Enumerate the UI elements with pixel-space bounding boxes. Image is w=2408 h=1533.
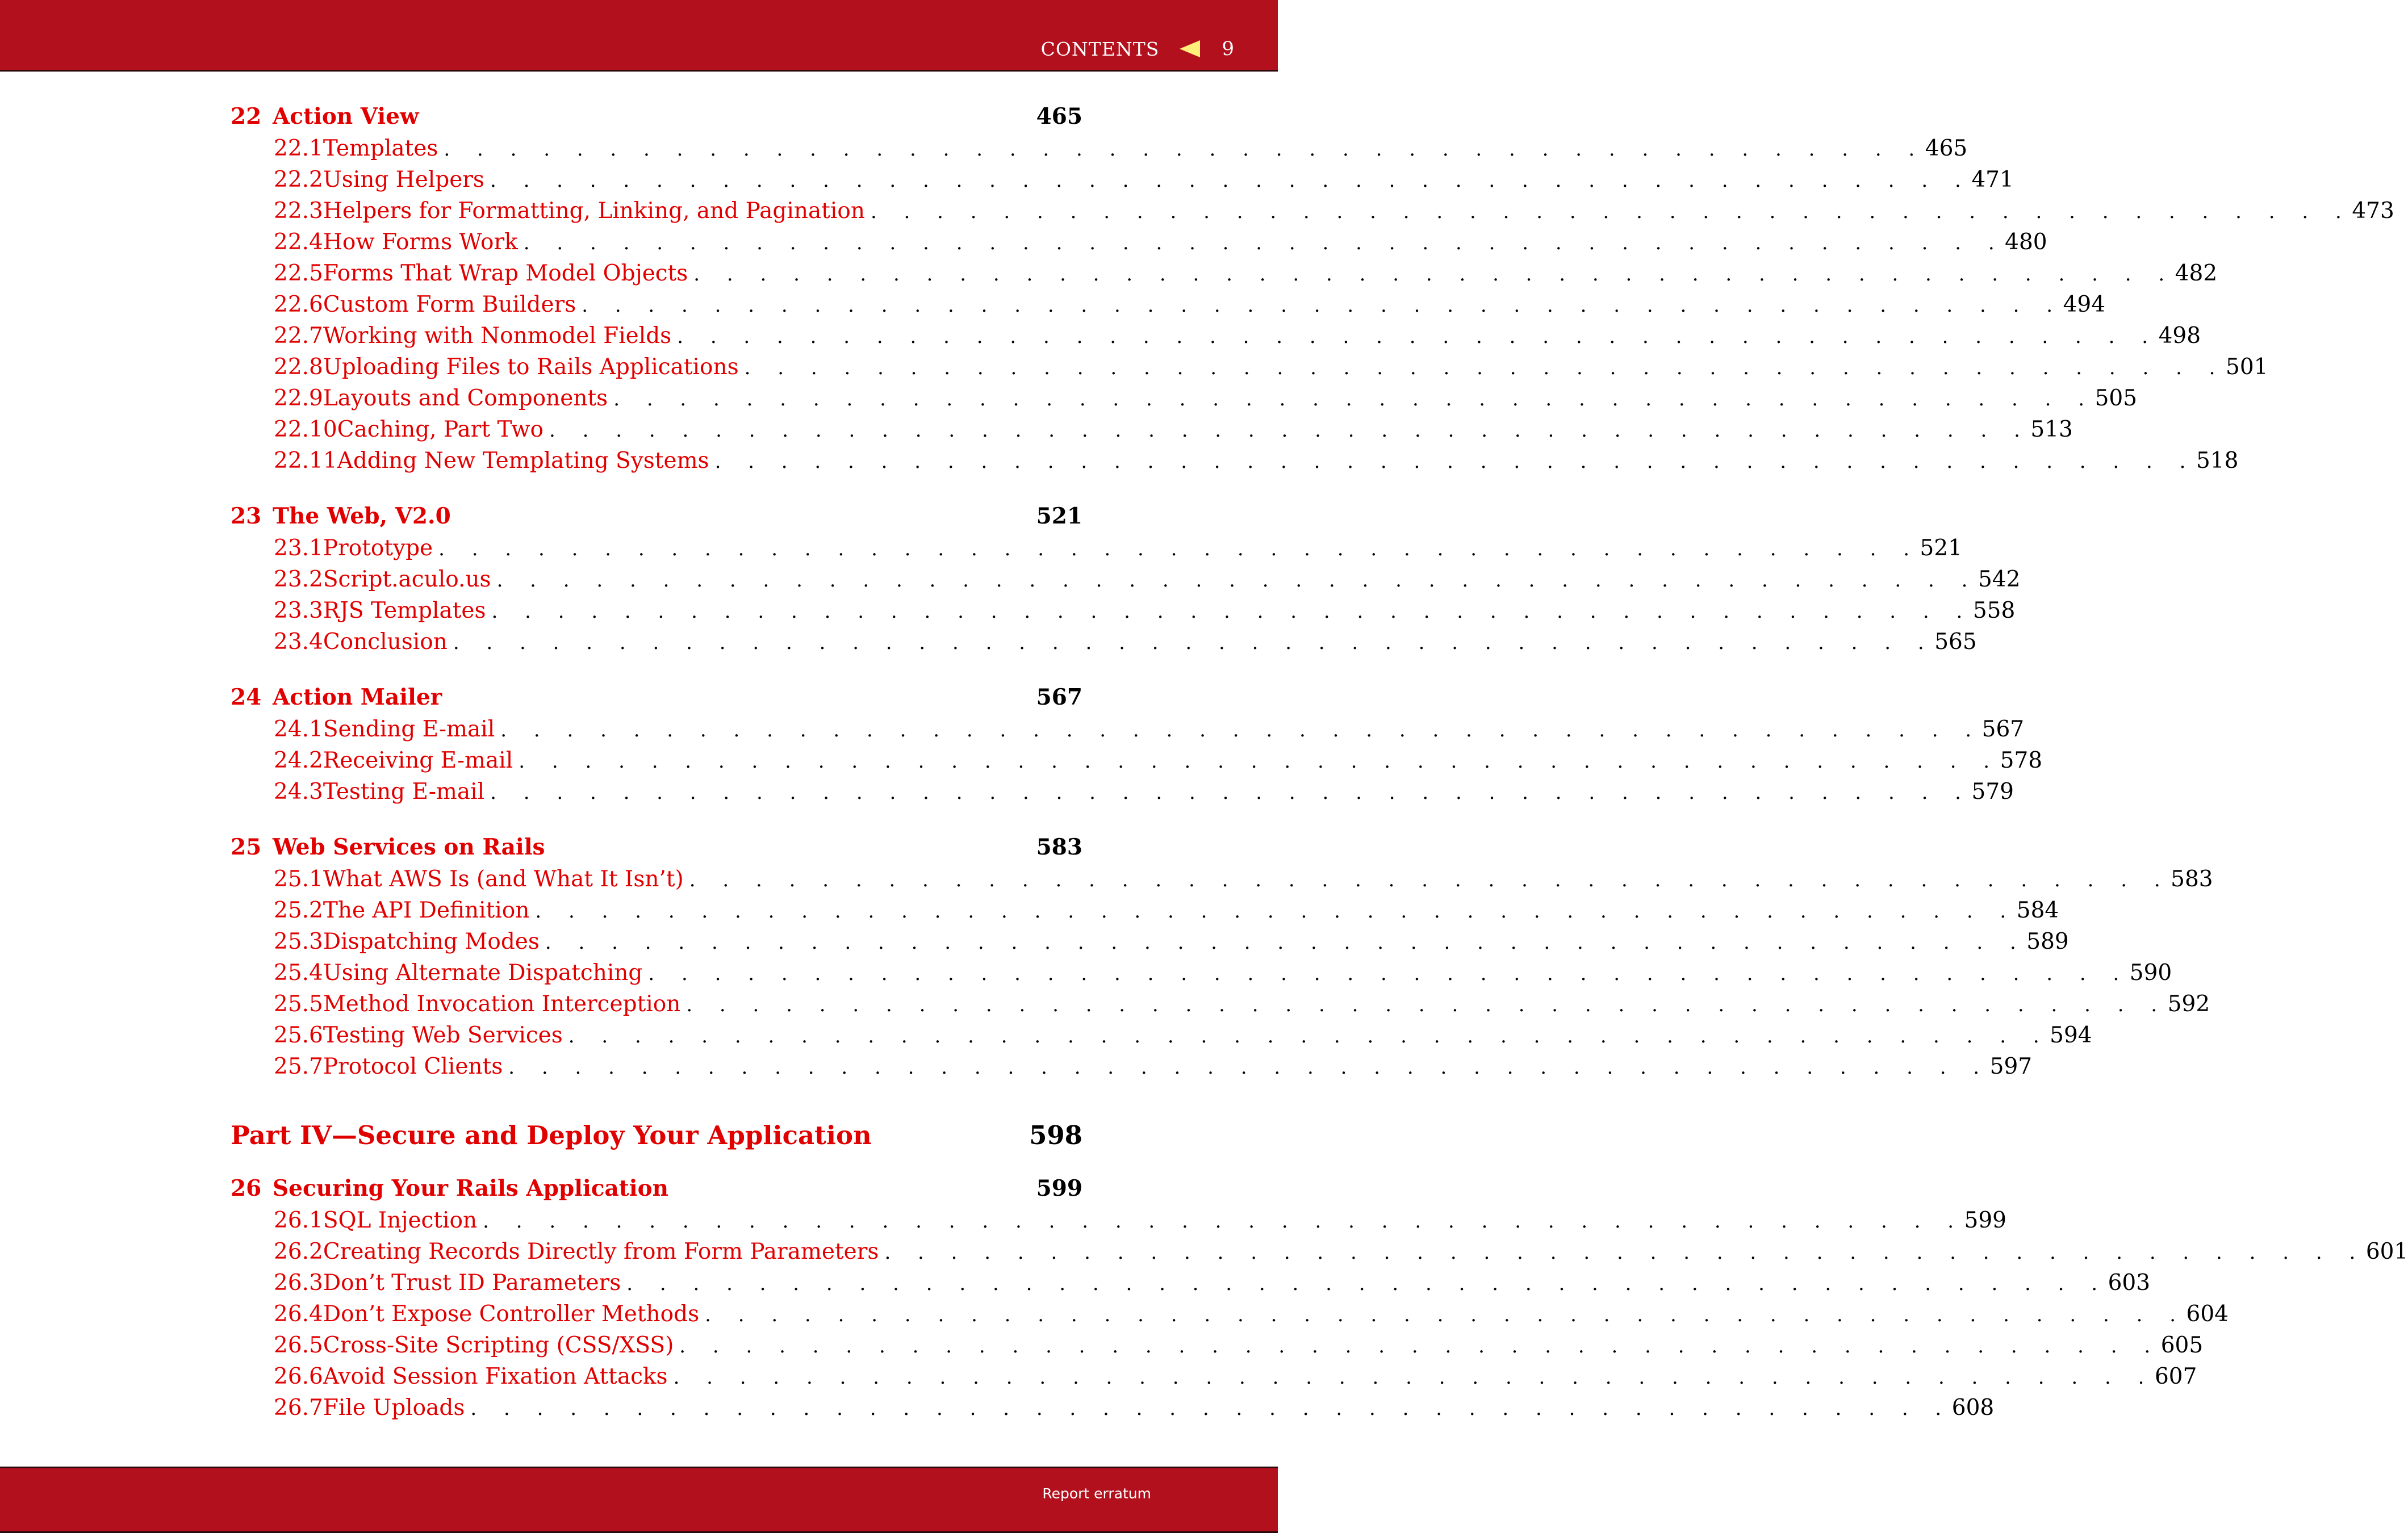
dot-leader: . . . . . . . . . . . . . . . . . . . . . . . . . . . . . . . . . . . . . . . . . . . . . bbox=[626, 1272, 2108, 1295]
toc-entry[interactable] bbox=[231, 448, 2239, 479]
toc-entry[interactable] bbox=[231, 779, 2014, 810]
chapter-title: Securing Your Rails Application bbox=[273, 1175, 668, 1201]
report-erratum-link[interactable]: Report erratum bbox=[1042, 1485, 1151, 1502]
dot-leader: . . . . . . . . . . . . . . . . . . . . . . . . . . . . . . . . . . . . . . . . . . . . . bbox=[705, 1304, 2187, 1326]
entry-title: Using Helpers bbox=[323, 167, 484, 192]
entry-page: 465 bbox=[1925, 136, 1968, 161]
toc-entry[interactable] bbox=[231, 717, 2025, 748]
entry-number: 25.6 bbox=[274, 1023, 323, 1048]
toc-entry[interactable] bbox=[231, 229, 2047, 261]
entry-number: 22.2 bbox=[274, 167, 323, 192]
entry-title: Caching, Part Two bbox=[337, 417, 544, 442]
dot-leader: . . . . . . . . . . . . . . . . . . . . . . . . . . . . . . . . . . . . . . . . . . . . . bbox=[870, 200, 2352, 223]
entry-title: Uploading Files to Rails Applications bbox=[323, 354, 739, 380]
dot-leader: . . . . . . . . . . . . . . . . . . . . . . . . . . . . . . . . . . . . . . . . . . . . . bbox=[679, 1335, 2161, 1358]
entry-page: 482 bbox=[2175, 261, 2218, 286]
dot-leader: . . . . . . . . . . . . . . . . . . . . . . . . . . . . . . . . . . . . . . . . . . . . . bbox=[545, 931, 2027, 954]
entry-page: 521 bbox=[1920, 535, 1962, 561]
chapter-heading[interactable] bbox=[231, 503, 1082, 535]
entry-number: 23.2 bbox=[274, 567, 323, 592]
toc-entry[interactable] bbox=[231, 323, 2201, 354]
dot-leader: . . . . . . . . . . . . . . . . . . . . . . . . . . . . . . . . . . . . . . . . . . . . . bbox=[438, 538, 1920, 560]
toc-entry[interactable] bbox=[231, 417, 2073, 448]
page-number: 9 bbox=[1222, 37, 1235, 60]
entry-page: 471 bbox=[1971, 167, 2014, 192]
entry-title: Protocol Clients bbox=[323, 1054, 503, 1079]
entry-number: 22.1 bbox=[274, 136, 323, 161]
footer-bar bbox=[0, 1467, 1278, 1533]
entry-title: Working with Nonmodel Fields bbox=[323, 323, 672, 349]
dot-leader: . . . . . . . . . . . . . . . . . . . . . . . . . . . . . . . . . . . . . . . . . . . . . bbox=[689, 869, 2171, 891]
chapter-page: 465 bbox=[1036, 103, 1082, 129]
running-header bbox=[1041, 37, 1235, 60]
chapter-number: 24 bbox=[231, 684, 262, 710]
entry-title: Don’t Trust ID Parameters bbox=[323, 1270, 621, 1296]
entry-page: 584 bbox=[2016, 898, 2059, 923]
entry-number: 22.3 bbox=[274, 198, 323, 224]
toc-entry[interactable] bbox=[231, 960, 2172, 991]
toc-entry[interactable] bbox=[231, 929, 2069, 960]
entry-number: 26.3 bbox=[274, 1270, 323, 1296]
dot-leader: . . . . . . . . . . . . . . . . . . . . . . . . . . . . . . . . . . . . . . . . . . . . . bbox=[453, 631, 1935, 654]
entry-title: Testing E-mail bbox=[323, 779, 485, 805]
entry-title: File Uploads bbox=[323, 1395, 465, 1421]
dot-leader: . . . . . . . . . . . . . . . . . . . . . . . . . . . . . . . . . . . . . . . . . . . . . bbox=[500, 719, 1982, 742]
entry-page: 542 bbox=[1978, 567, 2021, 592]
dot-leader: . . . . . . . . . . . . . . . . . . . . . . . . . . . . . . . . . . . . . . . . . . . . . bbox=[613, 388, 2095, 411]
entry-title: Templates bbox=[323, 136, 438, 161]
entry-page: 480 bbox=[2005, 229, 2047, 255]
dot-leader: . . . . . . . . . . . . . . . . . . . . . . . . . . . . . . . . . . . . . . . . . . . . . bbox=[686, 994, 2168, 1016]
dot-leader: . . . . . . . . . . . . . . . . . . . . . . . . . . . . . . . . . . . . . . . . . . . . . bbox=[714, 450, 2196, 473]
entry-page: 608 bbox=[1951, 1395, 1995, 1421]
entry-page: 597 bbox=[1989, 1054, 2033, 1079]
toc-entry[interactable] bbox=[231, 354, 2268, 386]
chapter-title: The Web, V2.0 bbox=[273, 503, 451, 529]
entry-title: How Forms Work bbox=[323, 229, 518, 255]
entry-title: RJS Templates bbox=[323, 598, 486, 623]
toc-entry[interactable] bbox=[231, 167, 2014, 198]
chapter-number: 25 bbox=[231, 834, 262, 860]
entry-number: 24.1 bbox=[274, 717, 323, 742]
entry-number: 23.4 bbox=[274, 629, 323, 655]
entry-number: 26.5 bbox=[274, 1333, 323, 1358]
entry-page: 473 bbox=[2352, 198, 2394, 224]
chapter-page: 583 bbox=[1036, 834, 1082, 860]
entry-page: 592 bbox=[2167, 991, 2210, 1017]
entry-number: 22.8 bbox=[274, 354, 323, 380]
entry-page: 594 bbox=[2050, 1023, 2092, 1048]
entry-page: 605 bbox=[2160, 1333, 2204, 1358]
chapter-heading[interactable] bbox=[231, 103, 1082, 136]
entry-title: Method Invocation Interception bbox=[323, 991, 681, 1017]
dot-leader: . . . . . . . . . . . . . . . . . . . . . . . . . . . . . . . . . . . . . . . . . . . . . bbox=[884, 1241, 2366, 1264]
chapter-page: 567 bbox=[1036, 684, 1082, 710]
entry-title: Layouts and Components bbox=[323, 386, 608, 411]
entry-number: 25.5 bbox=[274, 991, 323, 1017]
dot-leader: . . . . . . . . . . . . . . . . . . . . . . . . . . . . . . . . . . . . . . . . . . . . . bbox=[673, 1366, 2155, 1389]
entry-page: 501 bbox=[2226, 354, 2268, 380]
entry-title: The API Definition bbox=[323, 898, 530, 923]
entry-page: 601 bbox=[2365, 1239, 2408, 1264]
toc-entry[interactable] bbox=[231, 136, 1968, 167]
dot-leader: . . . . . . . . . . . . . . . . . . . . . . . . . . . . . . . . . . . . . . . . . . . . . bbox=[490, 781, 1972, 804]
dot-leader: . . . . . . . . . . . . . . . . . . . . . . . . . . . . . . . . . . . . . . . . . . . . . bbox=[535, 900, 2017, 923]
toc-entry[interactable] bbox=[231, 898, 2059, 929]
toc-entry[interactable] bbox=[231, 991, 2210, 1023]
dot-leader: . . . . . . . . . . . . . . . . . . . . . . . . . . . . . . . . . . . . . . . . . . . . . bbox=[568, 1025, 2050, 1048]
toc-entry[interactable] bbox=[231, 1333, 2204, 1364]
entry-page: 607 bbox=[2154, 1364, 2197, 1389]
chapter-heading[interactable] bbox=[231, 1175, 1082, 1208]
dot-leader: . . . . . . . . . . . . . . . . . . . . . . . . . . . . . . . . . . . . . . . . . . . . . bbox=[744, 357, 2226, 379]
dot-leader: . . . . . . . . . . . . . . . . . . . . . . . . . . . . . . . . . . . . . . . . . . . . . bbox=[519, 750, 2000, 773]
toc-entry[interactable] bbox=[231, 535, 1962, 567]
entry-page: 599 bbox=[1964, 1208, 2006, 1233]
toc-entry[interactable] bbox=[231, 292, 2106, 323]
entry-page: 603 bbox=[2108, 1270, 2151, 1296]
entry-title: Adding New Templating Systems bbox=[337, 448, 709, 474]
entry-number: 25.7 bbox=[274, 1054, 323, 1079]
entry-title: Helpers for Formatting, Linking, and Pagination bbox=[323, 198, 865, 224]
entry-title: Conclusion bbox=[323, 629, 448, 655]
table-of-contents bbox=[231, 103, 2408, 1450]
chapter-title: Web Services on Rails bbox=[273, 834, 545, 860]
chapter-section bbox=[231, 503, 2021, 660]
part-title: Part IV—Secure and Deploy Your Application bbox=[231, 1120, 872, 1150]
entry-page: 513 bbox=[2030, 417, 2073, 442]
entry-page: 567 bbox=[1981, 717, 2025, 742]
toc-entry[interactable] bbox=[231, 1239, 2408, 1270]
toc-entry[interactable] bbox=[231, 386, 2138, 417]
entry-title: Script.aculo.us bbox=[323, 567, 491, 592]
entry-number: 24.3 bbox=[274, 779, 323, 805]
toc-entry[interactable] bbox=[231, 1208, 2006, 1239]
entry-number: 23.1 bbox=[274, 535, 323, 561]
chapter-title: Action Mailer bbox=[273, 684, 442, 710]
entry-number: 22.6 bbox=[274, 292, 323, 317]
toc-entry[interactable] bbox=[231, 1301, 2229, 1333]
entry-number: 22.10 bbox=[274, 417, 337, 442]
entry-number: 25.2 bbox=[274, 898, 323, 923]
toc-entry[interactable] bbox=[231, 261, 2218, 292]
entry-title: Prototype bbox=[323, 535, 433, 561]
chapter-section bbox=[231, 834, 2213, 1085]
entry-page: 558 bbox=[1972, 598, 2016, 623]
entry-title: Testing Web Services bbox=[323, 1023, 563, 1048]
toc-entry[interactable] bbox=[231, 1054, 2033, 1085]
entry-title: Custom Form Builders bbox=[323, 292, 576, 317]
chapter-heading[interactable] bbox=[231, 834, 1082, 866]
chapter-number: 23 bbox=[231, 503, 262, 529]
header-bar bbox=[0, 0, 1278, 72]
toc-entry[interactable] bbox=[231, 598, 2016, 629]
entry-number: 26.6 bbox=[274, 1364, 323, 1389]
chapter-number: 26 bbox=[231, 1175, 262, 1201]
chapter-heading[interactable] bbox=[231, 684, 1082, 717]
entry-title: Creating Records Directly from Form Parameters bbox=[323, 1239, 879, 1264]
dot-leader: . . . . . . . . . . . . . . . . . . . . . . . . . . . . . . . . . . . . . . . . . . . . . bbox=[496, 569, 1978, 592]
entry-title: What AWS Is (and What It Isn’t) bbox=[323, 866, 684, 892]
entry-number: 22.9 bbox=[274, 386, 323, 411]
entry-page: 494 bbox=[2063, 292, 2106, 317]
entry-number: 25.1 bbox=[274, 866, 323, 892]
entry-title: Dispatching Modes bbox=[323, 929, 540, 954]
chapter-number: 22 bbox=[231, 103, 262, 129]
entry-number: 25.3 bbox=[274, 929, 323, 954]
dot-leader: . . . . . . . . . . . . . . . . . . . . . . . . . . . . . . . . . . . . . . . . . . . . . bbox=[444, 138, 1925, 161]
dot-leader: . . . . . . . . . . . . . . . . . . . . . . . . . . . . . . . . . . . . . . . . . . . . . bbox=[470, 1397, 1952, 1420]
entry-number: 26.1 bbox=[274, 1208, 323, 1233]
entry-page: 498 bbox=[2158, 323, 2201, 349]
dot-leader: . . . . . . . . . . . . . . . . . . . . . . . . . . . . . . . . . . . . . . . . . . . . . bbox=[490, 169, 1972, 192]
dot-leader: . . . . . . . . . . . . . . . . . . . . . . . . . . . . . . . . . . . . . . . . . . . . . bbox=[523, 232, 2005, 254]
entry-number: 23.3 bbox=[274, 598, 323, 623]
dot-leader: . . . . . . . . . . . . . . . . . . . . . . . . . . . . . . . . . . . . . . . . . . . . . bbox=[648, 962, 2130, 985]
entry-page: 505 bbox=[2095, 386, 2138, 411]
toc-entry[interactable] bbox=[231, 1364, 2197, 1395]
part-page: 598 bbox=[1029, 1120, 1082, 1150]
entry-page: 604 bbox=[2186, 1301, 2229, 1327]
entry-number: 24.2 bbox=[274, 748, 323, 773]
dot-leader: . . . . . . . . . . . . . . . . . . . . . . . . . . . . . . . . . . . . . . . . . . . . . bbox=[582, 294, 2063, 317]
toc-entry[interactable] bbox=[231, 1023, 2092, 1054]
entry-page: 518 bbox=[2196, 448, 2239, 474]
entry-number: 22.11 bbox=[274, 448, 337, 474]
entry-title: Receiving E-mail bbox=[323, 748, 513, 773]
toc-entry[interactable] bbox=[231, 567, 2021, 598]
entry-title: Cross-Site Scripting (CSS/XSS) bbox=[323, 1333, 674, 1358]
entry-page: 565 bbox=[1934, 629, 1977, 655]
entry-title: SQL Injection bbox=[323, 1208, 478, 1233]
entry-title: Forms That Wrap Model Objects bbox=[323, 261, 688, 286]
entry-page: 589 bbox=[2026, 929, 2069, 954]
entry-number: 26.2 bbox=[274, 1239, 323, 1264]
entry-page: 590 bbox=[2129, 960, 2172, 986]
section-label: CONTENTS bbox=[1040, 37, 1160, 60]
chapter-section bbox=[231, 684, 2043, 810]
chapter-page: 599 bbox=[1036, 1175, 1082, 1201]
entry-number: 22.5 bbox=[274, 261, 323, 286]
toc-entry[interactable] bbox=[231, 866, 2213, 898]
dot-leader: . . . . . . . . . . . . . . . . . . . . . . . . . . . . . . . . . . . . . . . . . . . . . bbox=[508, 1056, 1990, 1079]
entry-page: 579 bbox=[1971, 779, 2014, 805]
entry-number: 22.4 bbox=[274, 229, 323, 255]
dot-leader: . . . . . . . . . . . . . . . . . . . . . . . . . . . . . . . . . . . . . . . . . . . . . bbox=[693, 263, 2175, 286]
chapter-title: Action View bbox=[273, 103, 419, 129]
entry-number: 22.7 bbox=[274, 323, 323, 349]
dot-leader: . . . . . . . . . . . . . . . . . . . . . . . . . . . . . . . . . . . . . . . . . . . . . bbox=[549, 419, 2031, 442]
toc-entry[interactable] bbox=[231, 1270, 2151, 1301]
part-heading[interactable] bbox=[231, 1120, 1082, 1160]
toc-entry[interactable] bbox=[231, 1395, 1995, 1426]
entry-title: Don’t Expose Controller Methods bbox=[323, 1301, 700, 1327]
toc-entry[interactable] bbox=[231, 748, 2043, 779]
entry-page: 583 bbox=[2171, 866, 2213, 892]
chapter-page: 521 bbox=[1036, 503, 1082, 529]
entry-title: Avoid Session Fixation Attacks bbox=[323, 1364, 668, 1389]
dot-leader: . . . . . . . . . . . . . . . . . . . . . . . . . . . . . . . . . . . . . . . . . . . . . bbox=[677, 325, 2159, 348]
entry-title: Using Alternate Dispatching bbox=[323, 960, 643, 986]
toc-entry[interactable] bbox=[231, 629, 1977, 660]
entry-page: 578 bbox=[2000, 748, 2043, 773]
left-triangle-icon[interactable] bbox=[1180, 40, 1200, 57]
entry-number: 25.4 bbox=[274, 960, 323, 986]
chapter-section bbox=[231, 1175, 2408, 1426]
dot-leader: . . . . . . . . . . . . . . . . . . . . . . . . . . . . . . . . . . . . . . . . . . . . . bbox=[491, 600, 1973, 623]
entry-number: 26.4 bbox=[274, 1301, 323, 1327]
chapter-section bbox=[231, 103, 2394, 479]
dot-leader: . . . . . . . . . . . . . . . . . . . . . . . . . . . . . . . . . . . . . . . . . . . . . bbox=[483, 1210, 1964, 1233]
toc-entry[interactable] bbox=[231, 198, 2394, 229]
entry-title: Sending E-mail bbox=[323, 717, 495, 742]
entry-number: 26.7 bbox=[274, 1395, 323, 1421]
